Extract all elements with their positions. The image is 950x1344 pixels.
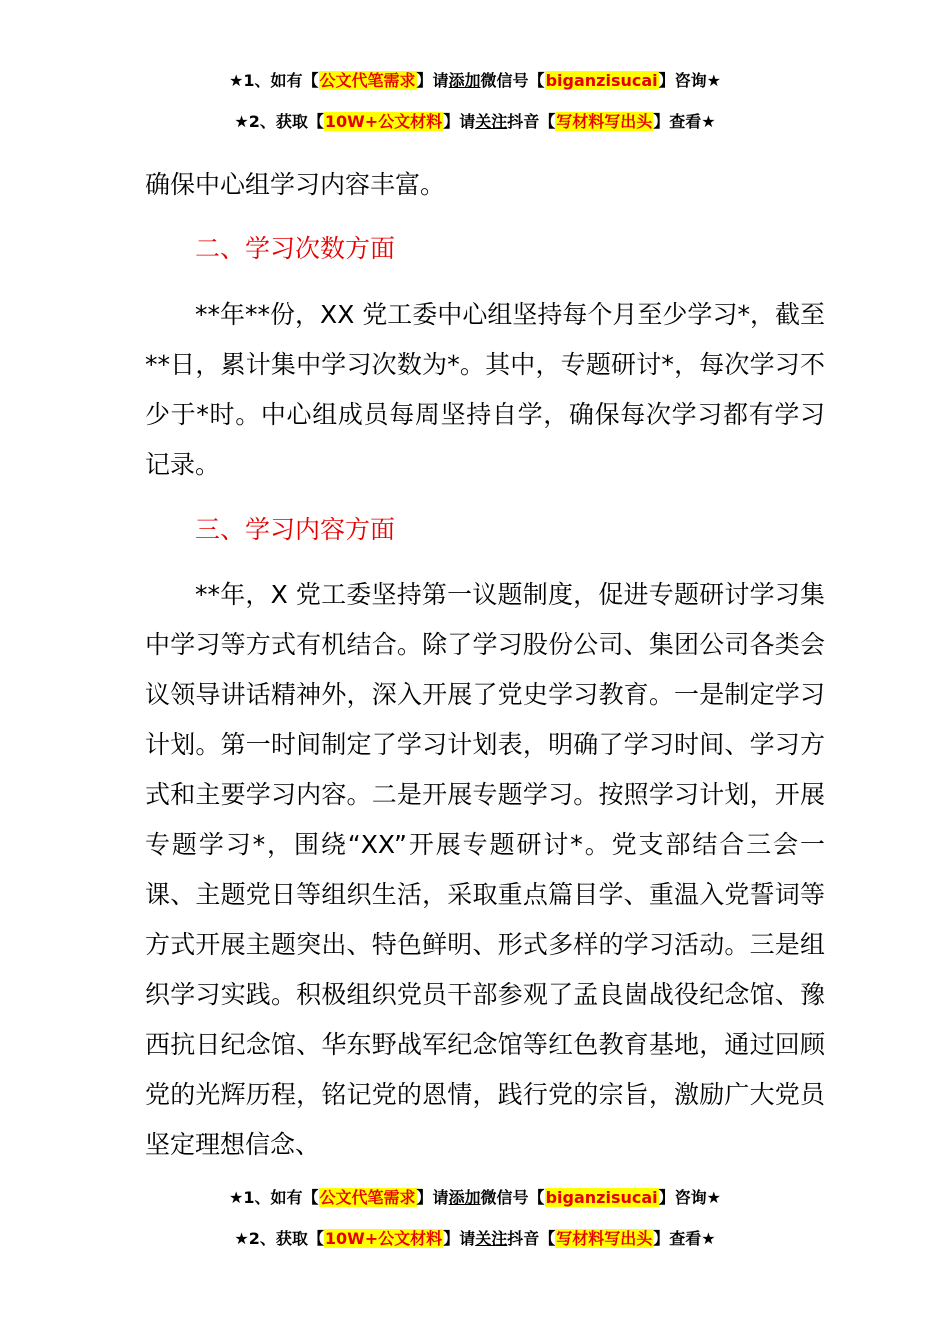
highlight-service: 公文代笔需求 (319, 1188, 416, 1207)
banner-underlined: 添加 (448, 71, 481, 90)
banner-underlined: 关注 (475, 112, 508, 131)
paragraph-study-frequency: **年**份，XX 党工委中心组坚持每个月至少学习*，截至**日，累计集中学习次数为*。其中，专题研讨*，每次学习不少于*时。中心组成员每周坚持自学，确保每次学习都有学习记录。 (145, 300, 825, 479)
banner-text: 】查看★ (653, 1229, 716, 1248)
continuation-paragraph: 确保中心组学习内容丰富。 (145, 170, 446, 199)
banner-text: 】请 (416, 71, 449, 90)
banner-text: ★1、如有【 (229, 1188, 319, 1207)
banner-text: 微信号【 (480, 71, 545, 90)
highlight-douyin: 写材料写出头 (556, 1229, 653, 1248)
bottom-banner-line-1 (0, 1187, 950, 1209)
banner-text: 抖音【 (507, 112, 556, 131)
banner-text: 】请 (443, 112, 476, 131)
paragraph-study-content: **年，X 党工委坚持第一议题制度，促进专题研讨学习集中学习等方式有机结合。除了学习股份公司、集团公司各类会议领导讲话精神外，深入开展了党史学习教育。一是制定学习计划。第一时间制定了学习计划表，明确了学习时间、学习方式和主要学习内容。二是开展专题学习。按照学习计划，开展专题学习*，围绕“XX”开展专题研讨*。党支部结合三会一课、主题党日等组织生活，采取重点篇目学、重温入党誓词等方式开展主题突出、特色鲜明、形式多样的学习活动。三是组织学习实践。积极组织党员干部参观了孟良崮战役纪念馆、豫西抗日纪念馆、华东野战军纪念馆等红色教育基地，通过回顾党的光辉历程，铭记党的恩情，践行党的宗旨，激励广大党员坚定理想信念、 (145, 580, 825, 1159)
highlight-wechat-id: biganzisucai (545, 1188, 658, 1207)
banner-text: 】咨询★ (658, 1188, 721, 1207)
highlight-materials: 10W+公文材料 (324, 112, 443, 131)
banner-text: 】查看★ (653, 112, 716, 131)
top-banner-line-1 (0, 70, 950, 92)
bottom-banner-line-2 (0, 1228, 950, 1250)
banner-text: 】咨询★ (658, 71, 721, 90)
banner-text: ★2、获取【 (234, 112, 324, 131)
banner-text: 微信号【 (480, 1188, 545, 1207)
highlight-service: 公文代笔需求 (319, 71, 416, 90)
highlight-materials: 10W+公文材料 (324, 1229, 443, 1248)
section-heading-3: 三、学习内容方面 (195, 515, 396, 544)
banner-underlined: 关注 (475, 1229, 508, 1248)
banner-underlined: 添加 (448, 1188, 481, 1207)
section-heading-2: 二、学习次数方面 (195, 234, 396, 263)
highlight-douyin: 写材料写出头 (556, 112, 653, 131)
banner-text: ★2、获取【 (234, 1229, 324, 1248)
banner-text: 】请 (416, 1188, 449, 1207)
top-banner-line-2 (0, 111, 950, 133)
highlight-wechat-id: biganzisucai (545, 71, 658, 90)
banner-text: ★1、如有【 (229, 71, 319, 90)
banner-text: 抖音【 (507, 1229, 556, 1248)
banner-text: 】请 (443, 1229, 476, 1248)
